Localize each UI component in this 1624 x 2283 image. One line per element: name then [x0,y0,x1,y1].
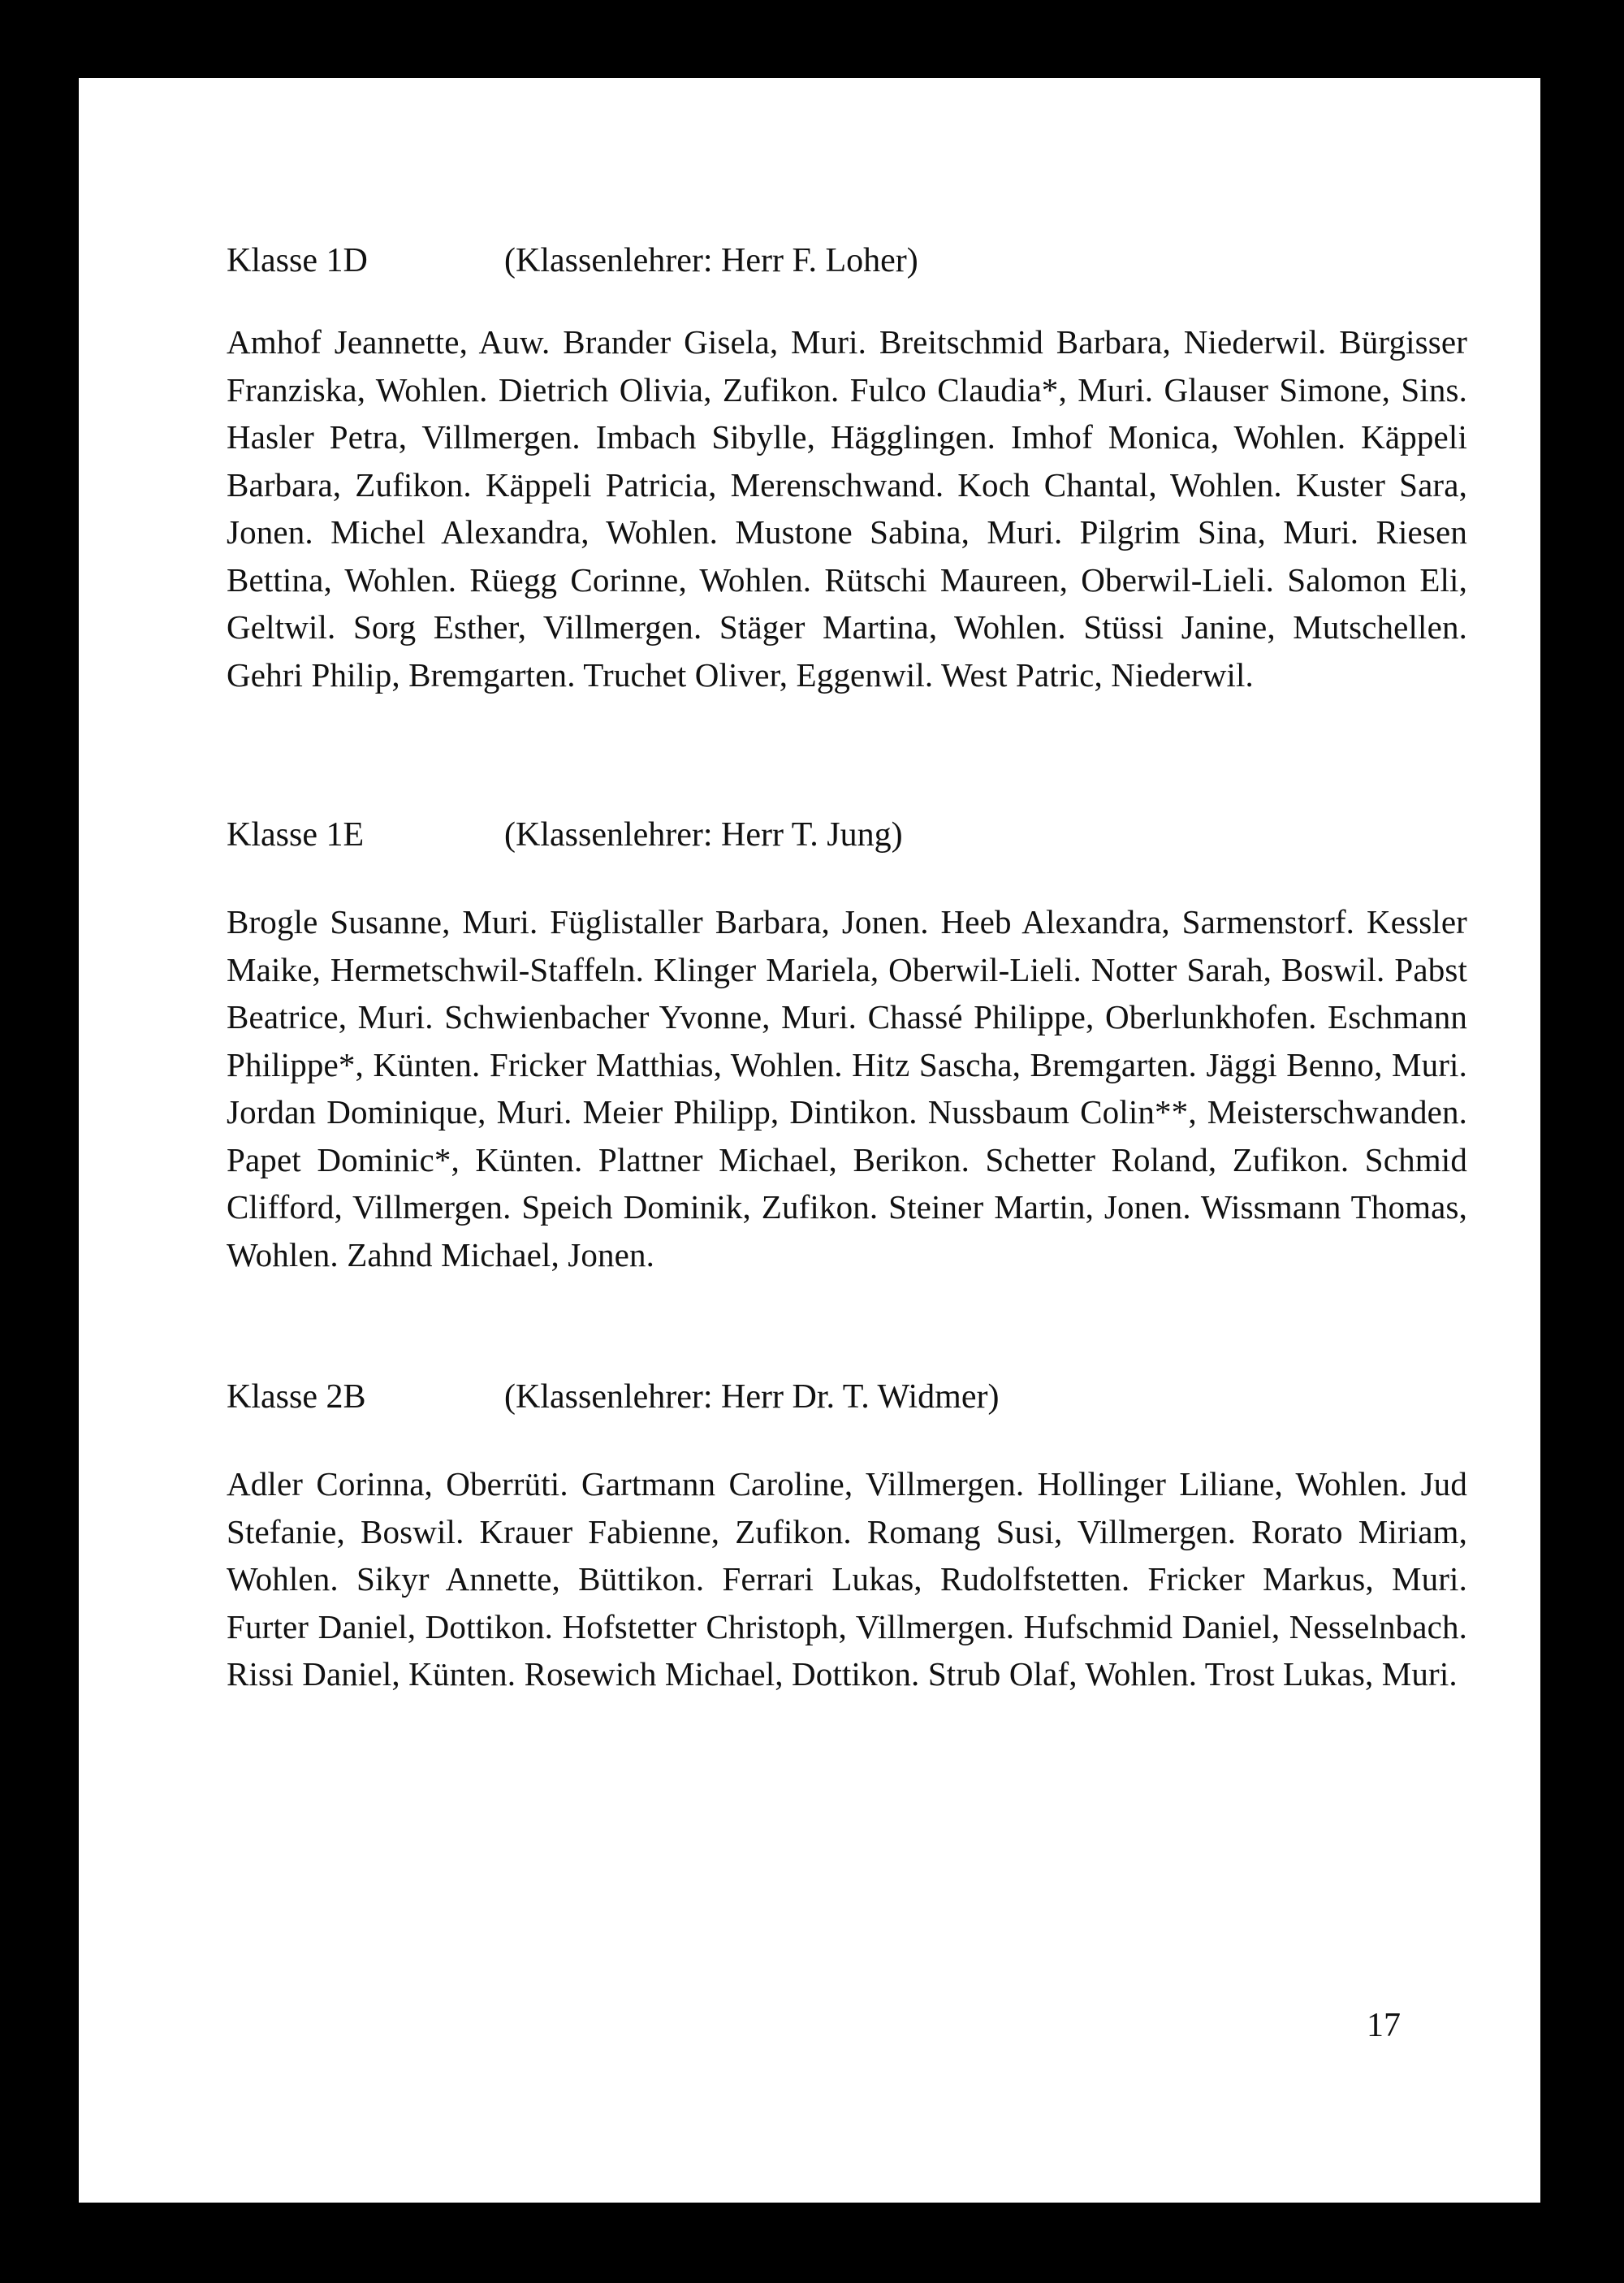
class-section-1d [227,236,1467,698]
section-header [227,1373,1467,1421]
class-teacher: (Klassenlehrer: Herr Dr. T. Widmer) [504,1378,1000,1416]
page-number: 17 [1367,2007,1401,2044]
student-roster: Amhof Jeannette, Auw. Brander Gisela, Muri. Breitschmid Barbara, Niederwil. Bürgisser Franziska, Wohlen. Dietrich Olivia, Zufikon. Fulco Claudia*, Muri. Glauser Simone, Sins. Hasler Petra, Villmergen. Imbach Sibylle, Hägglingen. Imhof Monica, Wohlen. Käppeli Barbara, Zufikon. Käppeli Patricia, Merenschwand. Koch Chantal, Wohlen. Kuster Sara, Jonen. Michel Alexandra, Wohlen. Mustone Sabina, Muri. Pilgrim Sina, Muri. Riesen Bettina, Wohlen. Rüegg Corinne, Wohlen. Rütschi Maureen, Oberwil-Lieli. Salomon Eli, Geltwil. Sorg Esther, Villmergen. Stäger Martina, Wohlen. Stüssi Janine, Mutschellen. Gehri Philip, Bremgarten. Truchet Oliver, Eggenwil. West Patric, Niederwil. [227,323,1467,694]
student-roster: Adler Corinna, Oberrüti. Gartmann Caroline, Villmergen. Hollinger Liliane, Wohlen. Jud Stefanie, Boswil. Krauer Fabienne, Zufikon. Romang Susi, Villmergen. Rorato Miriam, Wohlen. Sikyr Annette, Büttikon. Ferrari Lukas, Rudolfstetten. Fricker Markus, Muri. Furter Daniel, Dottikon. Hofstetter Christoph, Villmergen. Hufschmid Daniel, Nesselnbach. Rissi Daniel, Künten. Rosewich Michael, Dottikon. Strub Olaf, Wohlen. Trost Lukas, Muri. [227,1465,1467,1693]
class-section-2b [227,1373,1467,1698]
section-header [227,236,1467,285]
student-roster: Brogle Susanne, Muri. Füglistaller Barbara, Jonen. Heeb Alexandra, Sarmenstorf. Kessler Maike, Hermetschwil-Staffeln. Klinger Mariela, Oberwil-Lieli. Notter Sarah, Boswil. Pabst Beatrice, Muri. Schwienbacher Yvonne, Muri. Chassé Philippe, Oberlunkhofen. Eschmann Philippe*, Künten. Fricker Matthias, Wohlen. Hitz Sascha, Bremgarten. Jäggi Benno, Muri. Jordan Dominique, Muri. Meier Philipp, Dintikon. Nussbaum Colin**, Meisterschwanden. Papet Dominic*, Künten. Plattner Michael, Berikon. Schetter Roland, Zufikon. Schmid Clifford, Villmergen. Speich Dominik, Zufikon. Steiner Martin, Jonen. Wissmann Thomas, Wohlen. Zahnd Michael, Jonen. [227,903,1467,1273]
class-teacher: (Klassenlehrer: Herr T. Jung) [504,816,903,854]
class-label: Klasse 1E [227,816,365,854]
class-section-1e [227,811,1467,1278]
section-header [227,811,1467,859]
class-teacher: (Klassenlehrer: Herr F. Loher) [504,242,918,279]
document-page [79,78,1540,2203]
class-label: Klasse 1D [227,242,368,279]
class-label: Klasse 2B [227,1378,366,1416]
